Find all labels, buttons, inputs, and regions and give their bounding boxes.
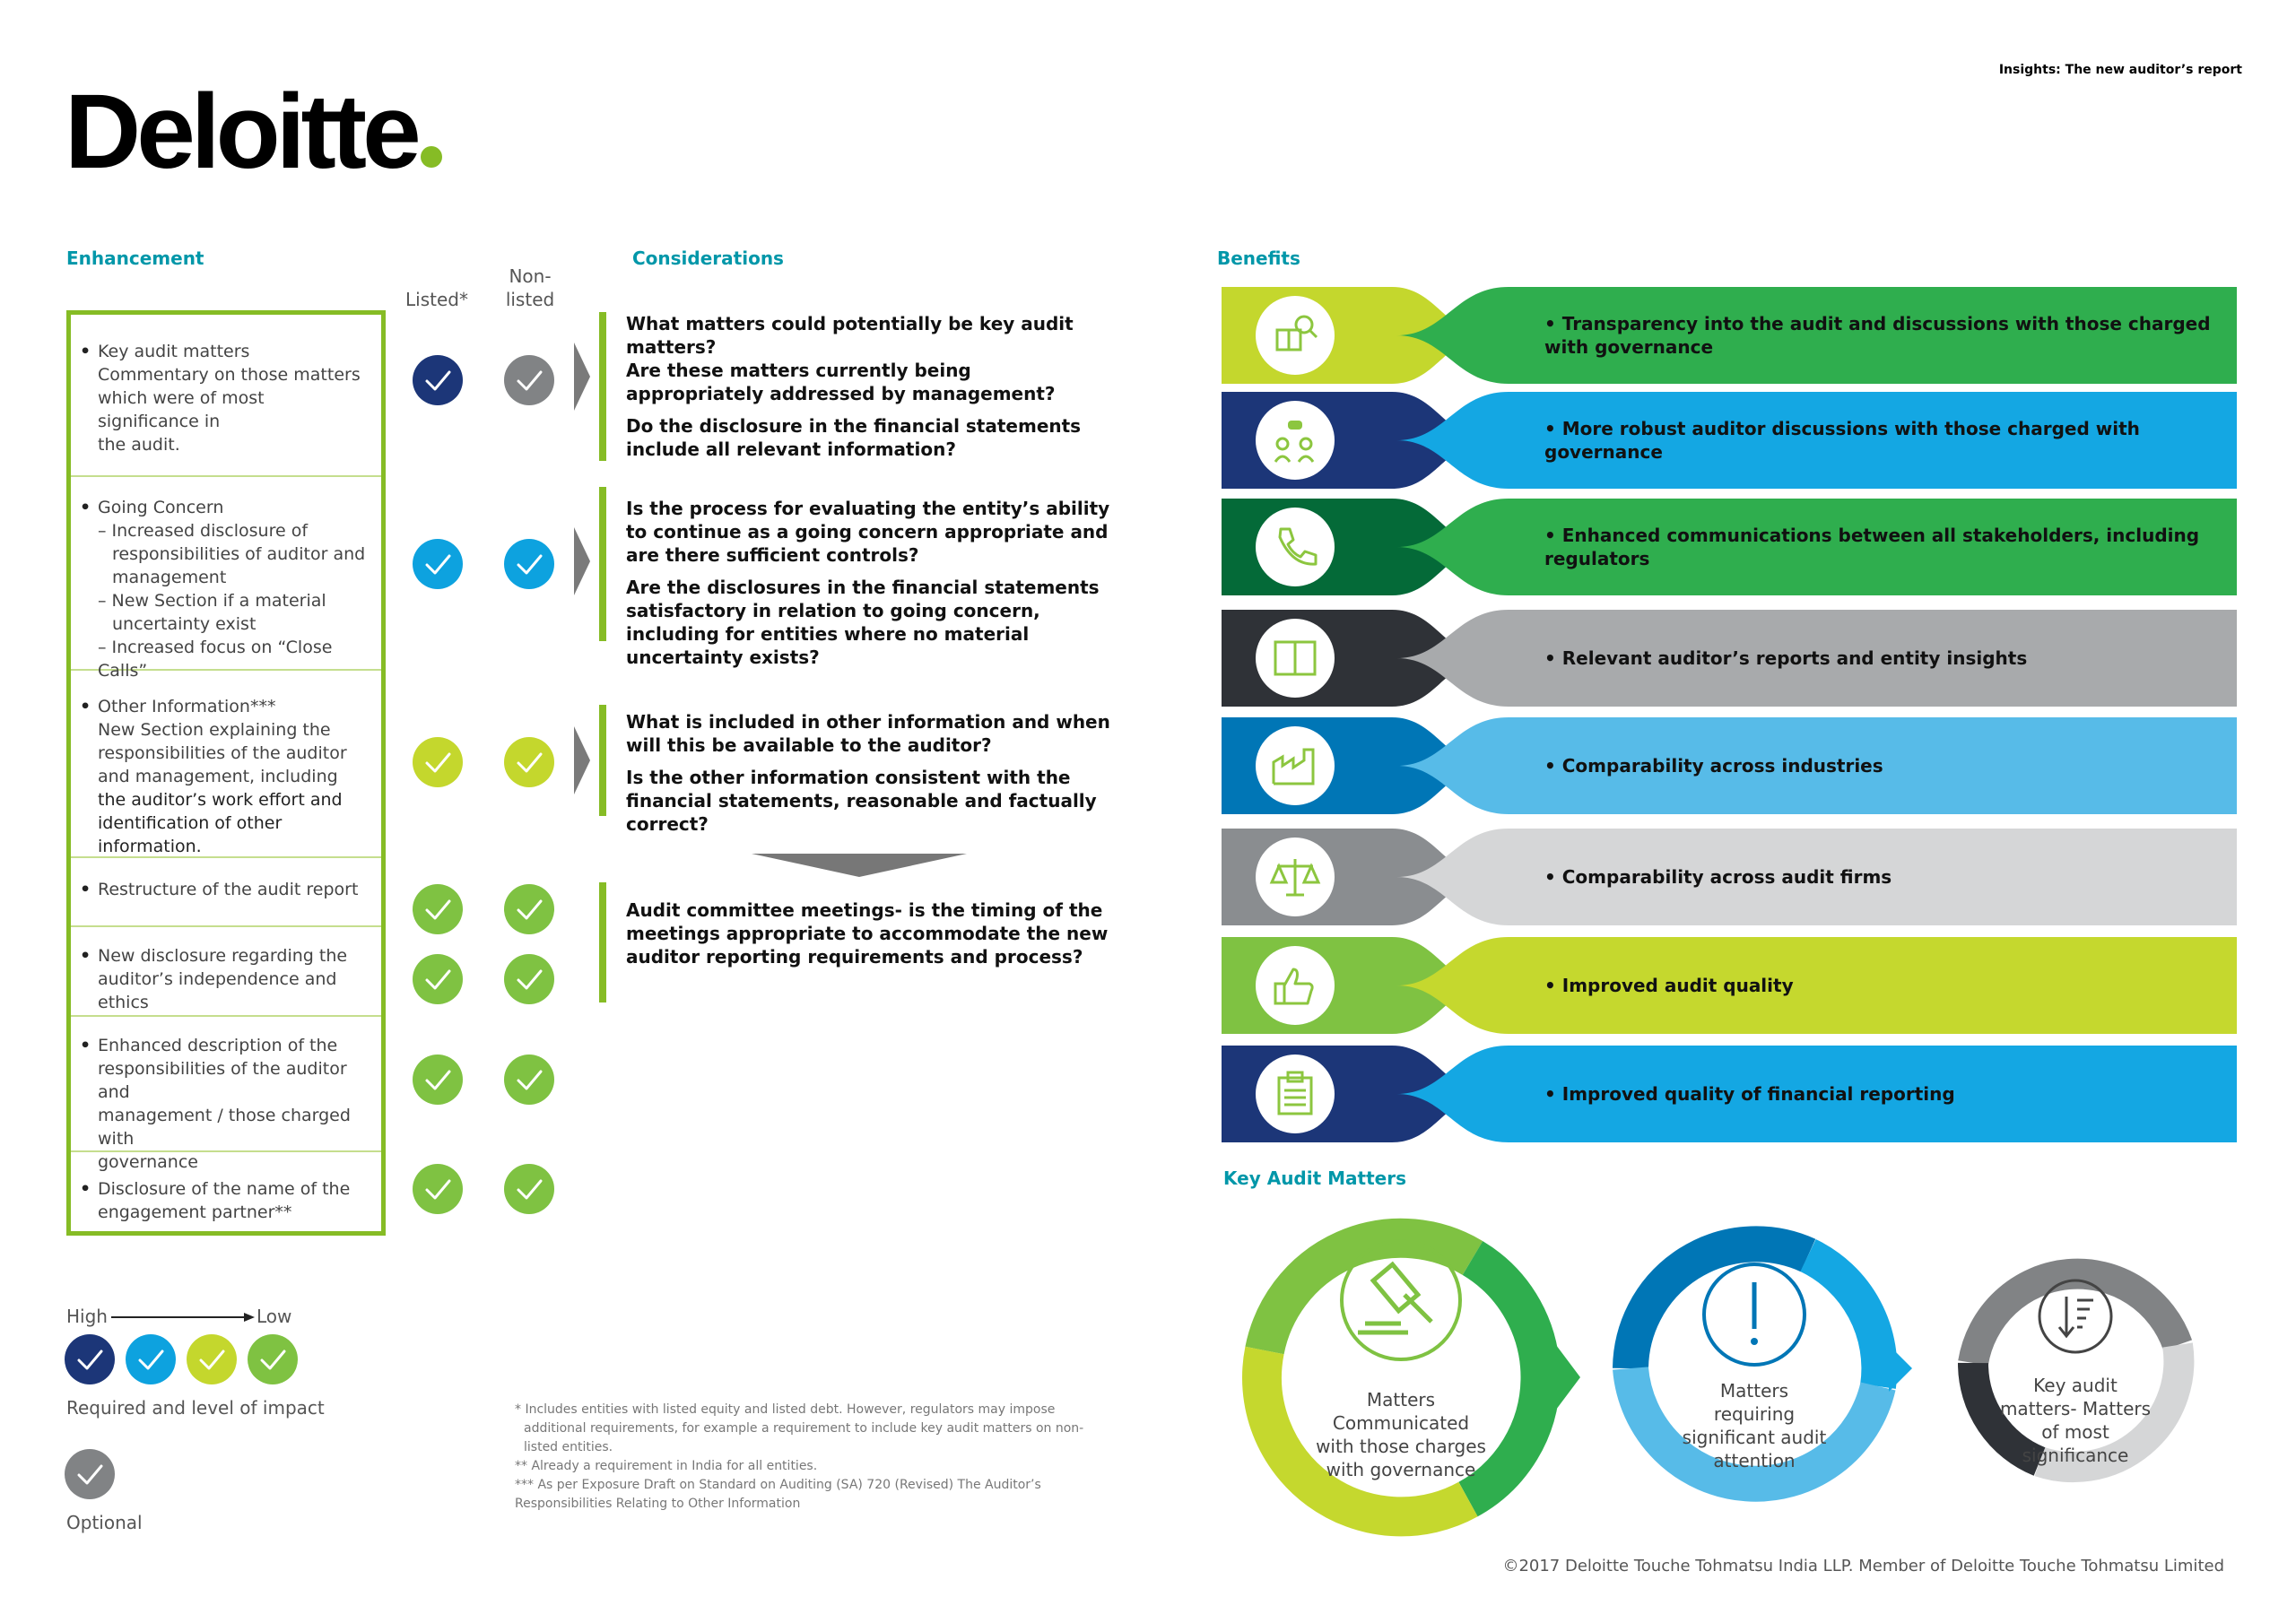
consideration-group-3	[626, 710, 1110, 845]
check-icon	[126, 1334, 176, 1384]
kam-label-line: with governance	[1326, 1459, 1476, 1480]
enhancement-line: the audit.	[98, 435, 180, 455]
kam-label-line: requiring	[1713, 1403, 1796, 1425]
benefit-text: • Improved quality of financial reporting	[1544, 1083, 1955, 1105]
benefit-text: • Relevant auditor’s reports and entity insights	[1544, 647, 2028, 669]
thumbs-up-icon	[1256, 946, 1335, 1025]
consideration-group-2	[626, 497, 1110, 678]
enhancement-item-independence: • New disclosure regarding the auditor’s independence and ethics	[83, 944, 370, 1014]
consideration-question: Is the process for evaluating the entity’s ability to continue as a going concern appropriate and are there sufficient controls?	[626, 498, 1110, 566]
column-heading-non-listed-line-2: listed	[505, 289, 555, 310]
logo-dot	[421, 146, 442, 168]
kam-label-line: Key audit	[2033, 1375, 2118, 1396]
legend-low: Low	[257, 1306, 292, 1327]
consideration-bar	[599, 882, 606, 1002]
benefit-text: • Transparency into the audit and discussions with those charged with governance	[1544, 313, 2211, 358]
enhancement-item-key-audit-matters: • Key audit matters Commentary on those matters which were of most significance in the audit.	[83, 340, 370, 456]
arrow-down-icon	[752, 854, 967, 877]
check-icon	[413, 539, 463, 589]
enhancement-title: Disclosure of the name of the	[98, 1179, 351, 1199]
check-icon	[413, 355, 463, 405]
enhancement-line: responsibilities of auditor and	[112, 544, 366, 564]
check-icon	[413, 954, 463, 1004]
enhancement-title: Key audit matters	[98, 342, 250, 361]
clipboard-icon	[1256, 1055, 1335, 1133]
sort-descending-icon	[2059, 1297, 2093, 1336]
kam-label-line: Matters	[1719, 1380, 1789, 1402]
scales-icon	[1256, 838, 1335, 916]
column-heading-listed: Listed*	[405, 289, 468, 310]
check-icon	[413, 737, 463, 787]
enhancement-box	[66, 310, 386, 1236]
footnote: additional requirements, for example a requirement to include key audit matters on non-	[524, 1421, 1084, 1436]
deloitte-logo: Deloitte	[65, 79, 442, 185]
kam-label-communicated	[1293, 1388, 1509, 1481]
enhancement-line: and management, including	[98, 767, 338, 786]
benefit-row	[1222, 610, 2237, 707]
row-divider	[71, 925, 381, 927]
enhancement-title: Enhanced description of the	[98, 1036, 338, 1055]
section-title-key-audit-matters: Key Audit Matters	[1223, 1167, 1406, 1189]
kam-label-significant-attention	[1656, 1379, 1853, 1472]
enhancement-line: engagement partner**	[98, 1202, 292, 1222]
benefit-text: • More robust auditor discussions with those charged with governance	[1544, 418, 2140, 463]
enhancement-item-going-concern: • Going Concern – Increased disclosure of responsibilities of auditor and management – New Section if a material uncertainty exist – Increased focus on “Close Calls”	[83, 496, 370, 682]
kam-label-line: significance	[2022, 1445, 2129, 1466]
report-title: Insights: The new auditor’s report	[1998, 63, 2242, 77]
check-icon	[65, 1449, 115, 1499]
arrow-right-icon	[574, 726, 590, 794]
enhancement-item-engagement-partner: • Disclosure of the name of the engagement partner**	[83, 1177, 370, 1224]
enhancement-line: responsibilities of the auditor	[98, 743, 347, 763]
enhancement-line: management / those charged with	[98, 1106, 351, 1149]
benefit-row	[1222, 392, 2237, 489]
benefit-row	[1222, 287, 2237, 384]
enhancement-title: New disclosure regarding the	[98, 946, 348, 966]
enhancement-line: the auditor’s work effort and	[98, 790, 343, 810]
footnote: ** Already a requirement in India for all entities.	[515, 1459, 818, 1473]
benefit-text: • Comparability across industries	[1544, 755, 1883, 777]
column-heading-non-listed	[499, 265, 561, 311]
enhancement-line: New Section explaining the	[98, 720, 331, 740]
check-icon	[413, 884, 463, 934]
enhancement-title: Other Information***	[98, 697, 276, 716]
enhancement-item-responsibilities: • Enhanced description of the responsibilities of the auditor and management / those charged with governance	[83, 1034, 370, 1174]
consideration-group-4	[626, 898, 1110, 977]
footnote: * Includes entities with listed equity and listed debt. However, regulators may impose	[515, 1402, 1056, 1417]
enhancement-item-restructure: • Restructure of the audit report	[83, 878, 370, 901]
benefit-row	[1222, 717, 2237, 814]
enhancement-line: – Increased focus on “Close Calls”	[98, 638, 333, 681]
check-icon	[504, 954, 554, 1004]
enhancement-line: which were of most significance in	[98, 388, 265, 431]
check-icon	[65, 1334, 115, 1384]
legend-arrow	[111, 1311, 255, 1324]
briefcase-search-icon	[1256, 296, 1335, 375]
enhancement-title: Going Concern	[98, 498, 224, 517]
check-icon	[413, 1055, 463, 1105]
benefit-row	[1222, 1046, 2237, 1142]
check-icon	[248, 1334, 298, 1384]
kam-label-line: Communicated	[1332, 1412, 1470, 1434]
factory-icon	[1256, 726, 1335, 805]
row-divider	[71, 475, 381, 477]
section-title-enhancement: Enhancement	[66, 247, 204, 269]
book-icon	[1256, 619, 1335, 698]
copyright: ©2017 Deloitte Touche Tohmatsu India LLP. Member of Deloitte Touche Tohmatsu Limited	[1502, 1557, 2224, 1575]
enhancement-line: – Increased disclosure of	[98, 521, 309, 541]
check-icon	[413, 1164, 463, 1214]
benefit-row	[1222, 829, 2237, 925]
legend-optional: Optional	[66, 1512, 143, 1533]
consideration-group-1	[626, 312, 1110, 470]
enhancement-line: auditor’s independence and ethics	[98, 969, 337, 1012]
row-divider	[71, 1015, 381, 1017]
kam-label-line: of most	[2041, 1421, 2109, 1443]
kam-label-line: matters- Matters	[1999, 1398, 2152, 1419]
legend-required: Required and level of impact	[66, 1397, 325, 1419]
enhancement-title: Restructure of the audit report	[98, 880, 359, 899]
exclamation-icon	[1751, 1282, 1758, 1345]
gavel-icon	[1358, 1264, 1431, 1332]
check-icon	[504, 539, 554, 589]
arrow-right-icon	[574, 343, 590, 411]
consideration-question: Audit committee meetings- is the timing of the meetings appropriate to accommodate the new auditor reporting requirements and process?	[626, 899, 1109, 968]
enhancement-line: management	[112, 568, 227, 587]
enhancement-line: identification of other information.	[98, 813, 283, 856]
consideration-question: Is the other information consistent with the financial statements, reasonable and factually correct?	[626, 767, 1097, 835]
enhancement-line: governance	[98, 1152, 198, 1172]
check-icon	[504, 884, 554, 934]
benefit-row	[1222, 937, 2237, 1034]
check-icon	[504, 737, 554, 787]
kam-label-line: attention	[1713, 1450, 1796, 1471]
consideration-question: What is included in other information and when will this be available to the auditor?	[626, 711, 1110, 756]
kam-label-line: with those charges	[1316, 1436, 1486, 1457]
consideration-bar	[599, 312, 606, 461]
benefit-text: • Improved audit quality	[1544, 975, 1794, 996]
consideration-question: Are the disclosures in the financial statements satisfactory in relation to going concern, including for entities where no material uncertainty exists?	[626, 577, 1100, 668]
consideration-bar	[599, 705, 606, 816]
benefit-text: • Enhanced communications between all stakeholders, including regulators	[1544, 525, 2200, 569]
enhancement-line: Commentary on those matters	[98, 365, 361, 385]
consideration-question: What matters could potentially be key audit matters?	[626, 313, 1074, 358]
enhancement-line: – New Section if a material	[98, 591, 326, 611]
kam-label-line: Matters	[1366, 1389, 1436, 1410]
footnote: Responsibilities Relating to Other Information	[515, 1497, 801, 1511]
footnotes	[515, 1401, 1089, 1514]
column-heading-non-listed-line-1: Non-	[509, 265, 552, 287]
section-title-considerations: Considerations	[632, 247, 784, 269]
consideration-question: Are these matters currently being appropriately addressed by management?	[626, 360, 1056, 404]
footnote: listed entities.	[524, 1440, 613, 1454]
benefit-text: • Comparability across audit firms	[1544, 866, 1892, 888]
consideration-question: Do the disclosure in the financial statements include all relevant information?	[626, 415, 1082, 460]
section-title-benefits: Benefits	[1217, 247, 1300, 269]
kam-label-line: significant audit	[1682, 1427, 1827, 1448]
discussion-icon	[1256, 401, 1335, 480]
consideration-bar	[599, 487, 606, 641]
arrow-right-icon	[574, 527, 590, 595]
enhancement-line: responsibilities of the auditor and	[98, 1059, 347, 1102]
legend-high: High	[66, 1306, 108, 1327]
footnote: *** As per Exposure Draft on Standard on Auditing (SA) 720 (Revised) The Auditor’s	[515, 1478, 1041, 1492]
phone-icon	[1256, 508, 1335, 586]
check-icon	[187, 1334, 237, 1384]
check-icon	[504, 355, 554, 405]
enhancement-item-other-information: • Other Information*** New Section explaining the responsibilities of the auditor and management, including the auditor’s work effort and identification of other information.	[83, 695, 370, 858]
kam-label-most-significance	[1986, 1374, 2165, 1467]
key-audit-matters-diagram	[1239, 1212, 2253, 1544]
check-icon	[504, 1055, 554, 1105]
benefit-row	[1222, 499, 2237, 595]
enhancement-line: uncertainty exist	[112, 614, 257, 634]
check-icon	[504, 1164, 554, 1214]
